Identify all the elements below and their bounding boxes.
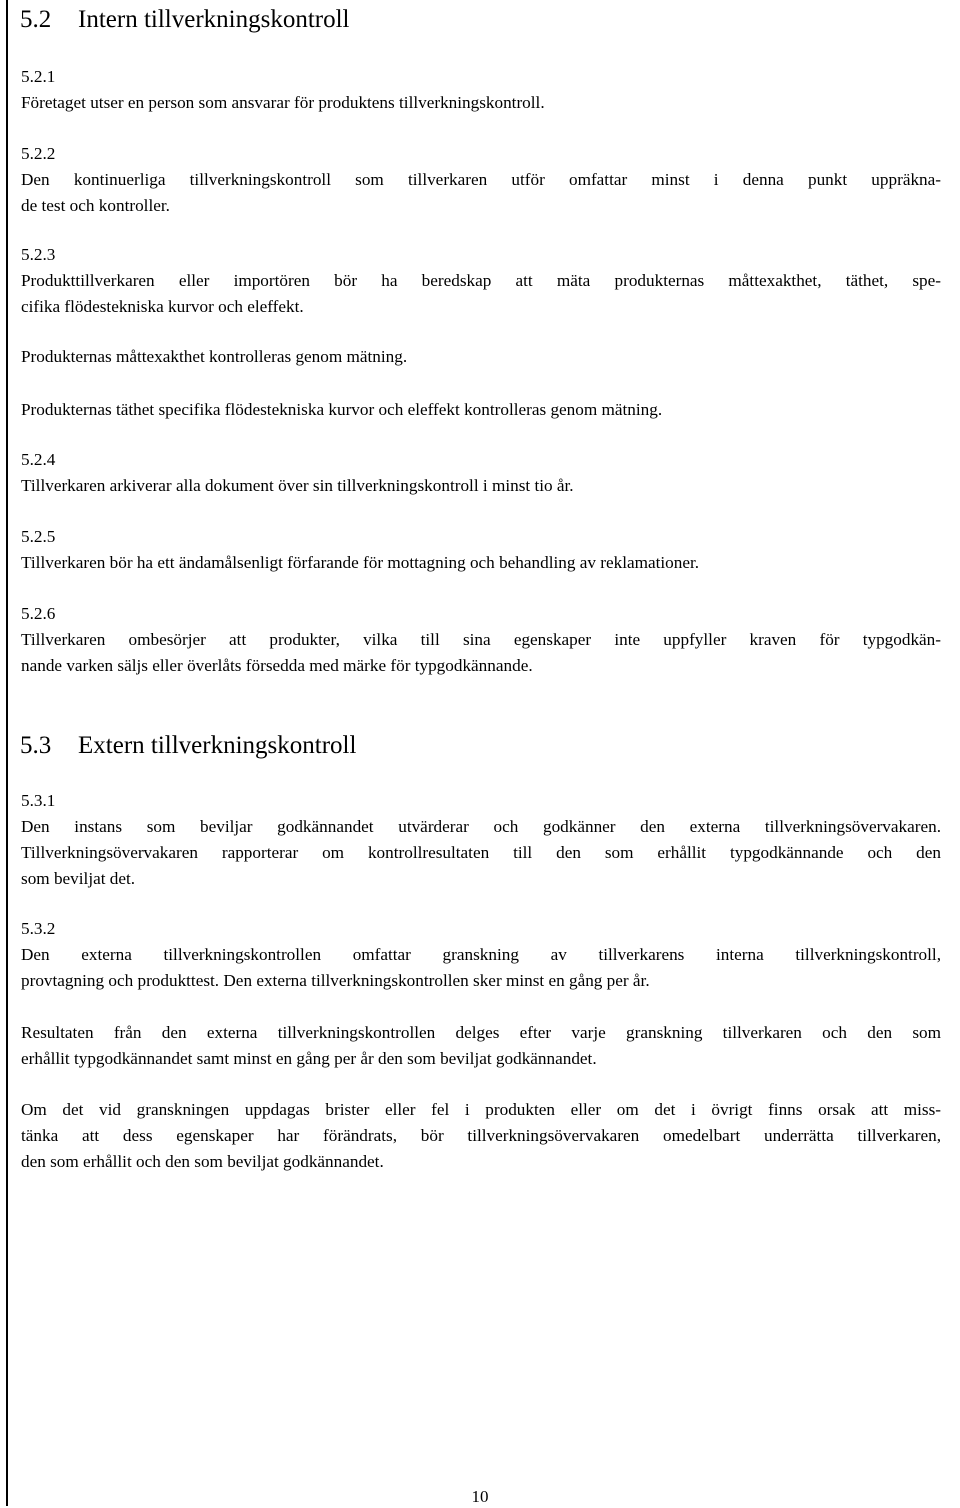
clause-number: 5.2.6 [21,604,56,623]
clause-number: 5.2.3 [21,245,56,264]
section-heading-5-3 [20,730,356,762]
clause-number: 5.2.5 [21,527,56,546]
section-title: Intern tillverkningskontroll [78,6,350,33]
paragraph-line: Tillverkningsövervakaren rapporterar om kontrollresultaten till den som erhållit typgodkännande och den [21,843,941,862]
paragraph-line: nande varken säljs eller överlåts försedda med märke för typgodkännande. [21,656,533,675]
paragraph-line: tänka att dess egenskaper har förändrats, bör tillverkningsövervakaren omedelbart underrätta tillverkaren, [21,1126,941,1145]
paragraph-line: Om det vid granskningen uppdagas brister eller fel i produkten eller om det i övrigt finns orsak att miss- [21,1100,941,1119]
paragraph-line: erhållit typgodkännandet samt minst en gång per år den som beviljat godkännandet. [21,1049,597,1068]
section-title: Extern tillverkningskontroll [78,732,357,759]
paragraph-line: Tillverkaren arkiverar alla dokument över sin tillverkningskontroll i minst tio år. [21,476,574,495]
paragraph-line: den som erhållit och den som beviljat godkännandet. [21,1152,384,1171]
paragraph-line: Tillverkaren bör ha ett ändamålsenligt förfarande för mottagning och behandling av reklamationer. [21,553,700,572]
clause-number: 5.2.4 [21,450,56,469]
clause-number: 5.3.1 [21,791,56,810]
paragraph-line: Produkternas måttexakthet kontrolleras genom mätning. [21,347,408,366]
left-margin-rule [6,0,8,1506]
paragraph-line: provtagning och produkttest. Den externa tillverkningskontrollen sker minst en gång per år. [21,971,650,990]
clause-number: 5.2.1 [21,67,56,86]
paragraph-line: Resultaten från den externa tillverkningskontrollen delges efter varje granskning tillverkaren och den som [21,1023,941,1042]
paragraph-line: Tillverkaren ombesörjer att produkter, vilka till sina egenskaper inte uppfyller kraven för typgodkän- [21,630,941,649]
section-number: 5.3 [20,732,52,759]
paragraph-line: Produkttillverkaren eller importören bör ha beredskap att mäta produkternas måttexakthet, täthet, spe- [21,271,941,290]
paragraph-line: Produkternas täthet specifika flödestekniska kurvor och eleffekt kontrolleras genom mätning. [21,400,663,419]
paragraph-line: Den kontinuerliga tillverkningskontroll som tillverkaren utför omfattar minst i denna punkt uppräkna- [21,170,941,189]
paragraph-line: de test och kontroller. [21,196,170,215]
page-number: 10 [471,1487,489,1506]
paragraph-line: Företaget utser en person som ansvarar för produktens tillverkningskontroll. [21,93,545,112]
section-heading-5-2 [20,4,349,36]
paragraph-line: Den instans som beviljar godkännandet utvärderar och godkänner den externa tillverkningsövervakaren. [21,817,941,836]
paragraph-line: cifika flödestekniska kurvor och eleffekt. [21,297,304,316]
section-number: 5.2 [20,6,52,33]
paragraph-line: Den externa tillverkningskontrollen omfattar granskning av tillverkarens interna tillverkningskontroll, [21,945,941,964]
clause-number: 5.3.2 [21,919,56,938]
paragraph-line: som beviljat det. [21,869,136,888]
clause-number: 5.2.2 [21,144,56,163]
